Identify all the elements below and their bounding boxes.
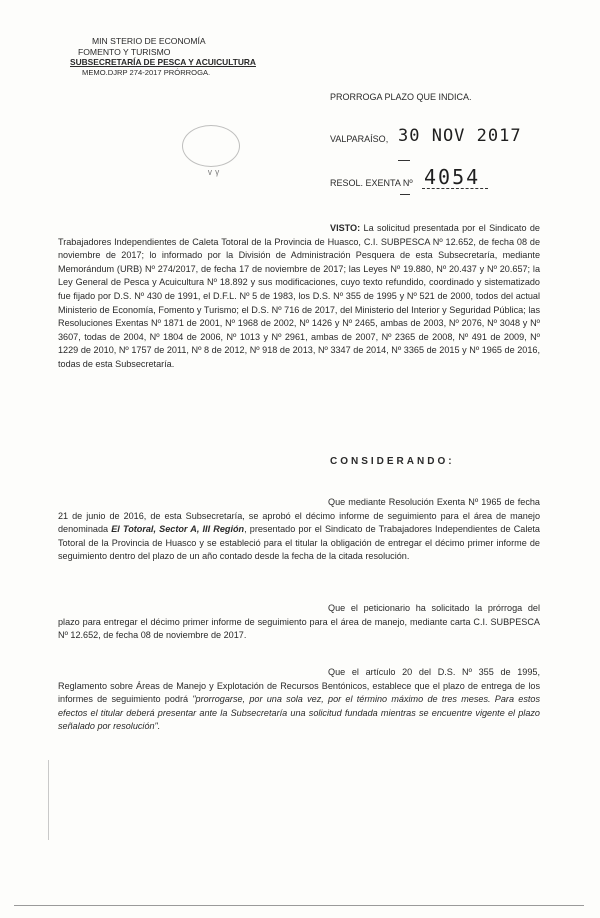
ministry-name: MIN STERIO DE ECONOMÍA (92, 36, 206, 46)
area-name: El Totoral, Sector A, III Región (111, 524, 245, 535)
considerando-paragraph-3 (58, 666, 540, 734)
handwritten-mark: ᵥ ᵧ (208, 163, 220, 177)
undersecretariat-name: SUBSECRETARÍA DE PESCA Y ACUICULTURA (70, 57, 256, 68)
paragraph-text: Que el artículo 20 del D.S. Nº 355 de 1995, Reglamento sobre Áreas de Manejo y Explotación de Recursos Bentónicos, establece que el plazo de entrega de los informes de seguimiento podrá (58, 667, 540, 705)
handwritten-tick (400, 194, 410, 195)
paragraph-text: , presentado por el Sindicato de Trabajadores Independientes de Caleta Totoral de la Provincia de Huasco y se estableció para el titular la obligación de entregar el décimo primer informe de seguimiento dentro del plazo de un año contado desde la fecha de la citada resolución. (58, 524, 540, 562)
page-bottom-rule (14, 905, 584, 906)
visto-label: VISTO: (330, 223, 361, 233)
paragraph-text: Que mediante Resolución Exenta Nº 1965 de fecha 21 de junio de 2016, de esta Subsecretaría, se aprobó el décimo informe de seguimiento para el área de manejo denominada (58, 497, 540, 535)
quoted-regulation: "prorrogarse, por una sola vez, por el término máximo de tres meses. Para estos efectos el titular deberá presentar ante la Subsecretaría una solicitud fundada mientras se encuentre vigente el plazo señalado por resolución". (58, 694, 540, 732)
place-label: VALPARAÍSO, (330, 134, 389, 144)
considerando-paragraph-2: Que el peticionario ha solicitado la prórroga del plazo para entregar el décimo primer informe de seguimiento para el área de manejo, mediante carta C.I. SUBPESCA Nº 12.652, de fecha 08 de noviembre de 2017. (58, 603, 540, 641)
considerando-paragraph-1 (58, 496, 540, 564)
memo-reference: MEMO.DJRP 274-2017 PRÓRROGA. (82, 67, 211, 77)
margin-mark (48, 760, 50, 840)
ministry-subtitle: FOMENTO Y TURISMO (78, 46, 171, 57)
resolution-label: RESOL. EXENTA Nº (330, 178, 413, 188)
resolution-underline (422, 188, 488, 189)
date-stamp: 30 NOV 2017 (398, 126, 522, 146)
visto-paragraph (58, 222, 540, 372)
resolution-number: 4054 (424, 165, 481, 189)
visto-text: La solicitud presentada por el Sindicato de Trabajadores Independientes de Caleta Totoral de la Provincia de Huasco, C.I. SUBPESCA Nº 12.652, de fecha 08 de noviembre de 2017; lo informado por la División de Administración Pesquera de esta Subsecretaría, mediante Memorándum (URB) Nº 274/2017, de fecha 17 de noviembre de 2017; las Leyes Nº 19.880, Nº 20.437 y Nº 20.657; la Ley General de Pesca y Acuicultura Nº 18.892 y sus modificaciones, cuyo texto refundido, coordinado y sistematizado fue fijado por D.S. Nº 430 de 1991, el D.F.L. Nº 5 de 1983, los D.S. Nº 355 de 1995 y Nº 521 de 2000, todos del actual Ministerio de Economía, Fomento y Turismo; el D.S. Nº 716 de 2017, del Ministerio del Interior y Seguridad Pública; las Resoluciones Exentas Nº 1871 de 2001, Nº 1968 de 2002, Nº 1426 y Nº 2465, ambas de 2003, Nº 2076, Nº 3048 y Nº 3607, todas de 2004, Nº 1804 de 2006, Nº 1013 y Nº 2961, ambas de 2007, Nº 2365 de 2008, Nº 491 de 2009, Nº 1229 de 2010, Nº 1757 de 2011, Nº 8 de 2012, Nº 918 de 2013, Nº 3347 de 2014, Nº 3365 de 2015 y Nº 1965 de 2016, todas de esta Subsecretaría. (58, 223, 540, 369)
handwritten-tick (398, 160, 410, 161)
document-subject: PRORROGA PLAZO QUE INDICA. (330, 92, 472, 102)
office-seal-stamp (182, 125, 240, 167)
considerando-heading: CONSIDERANDO: (330, 456, 455, 467)
letterhead (70, 36, 270, 78)
